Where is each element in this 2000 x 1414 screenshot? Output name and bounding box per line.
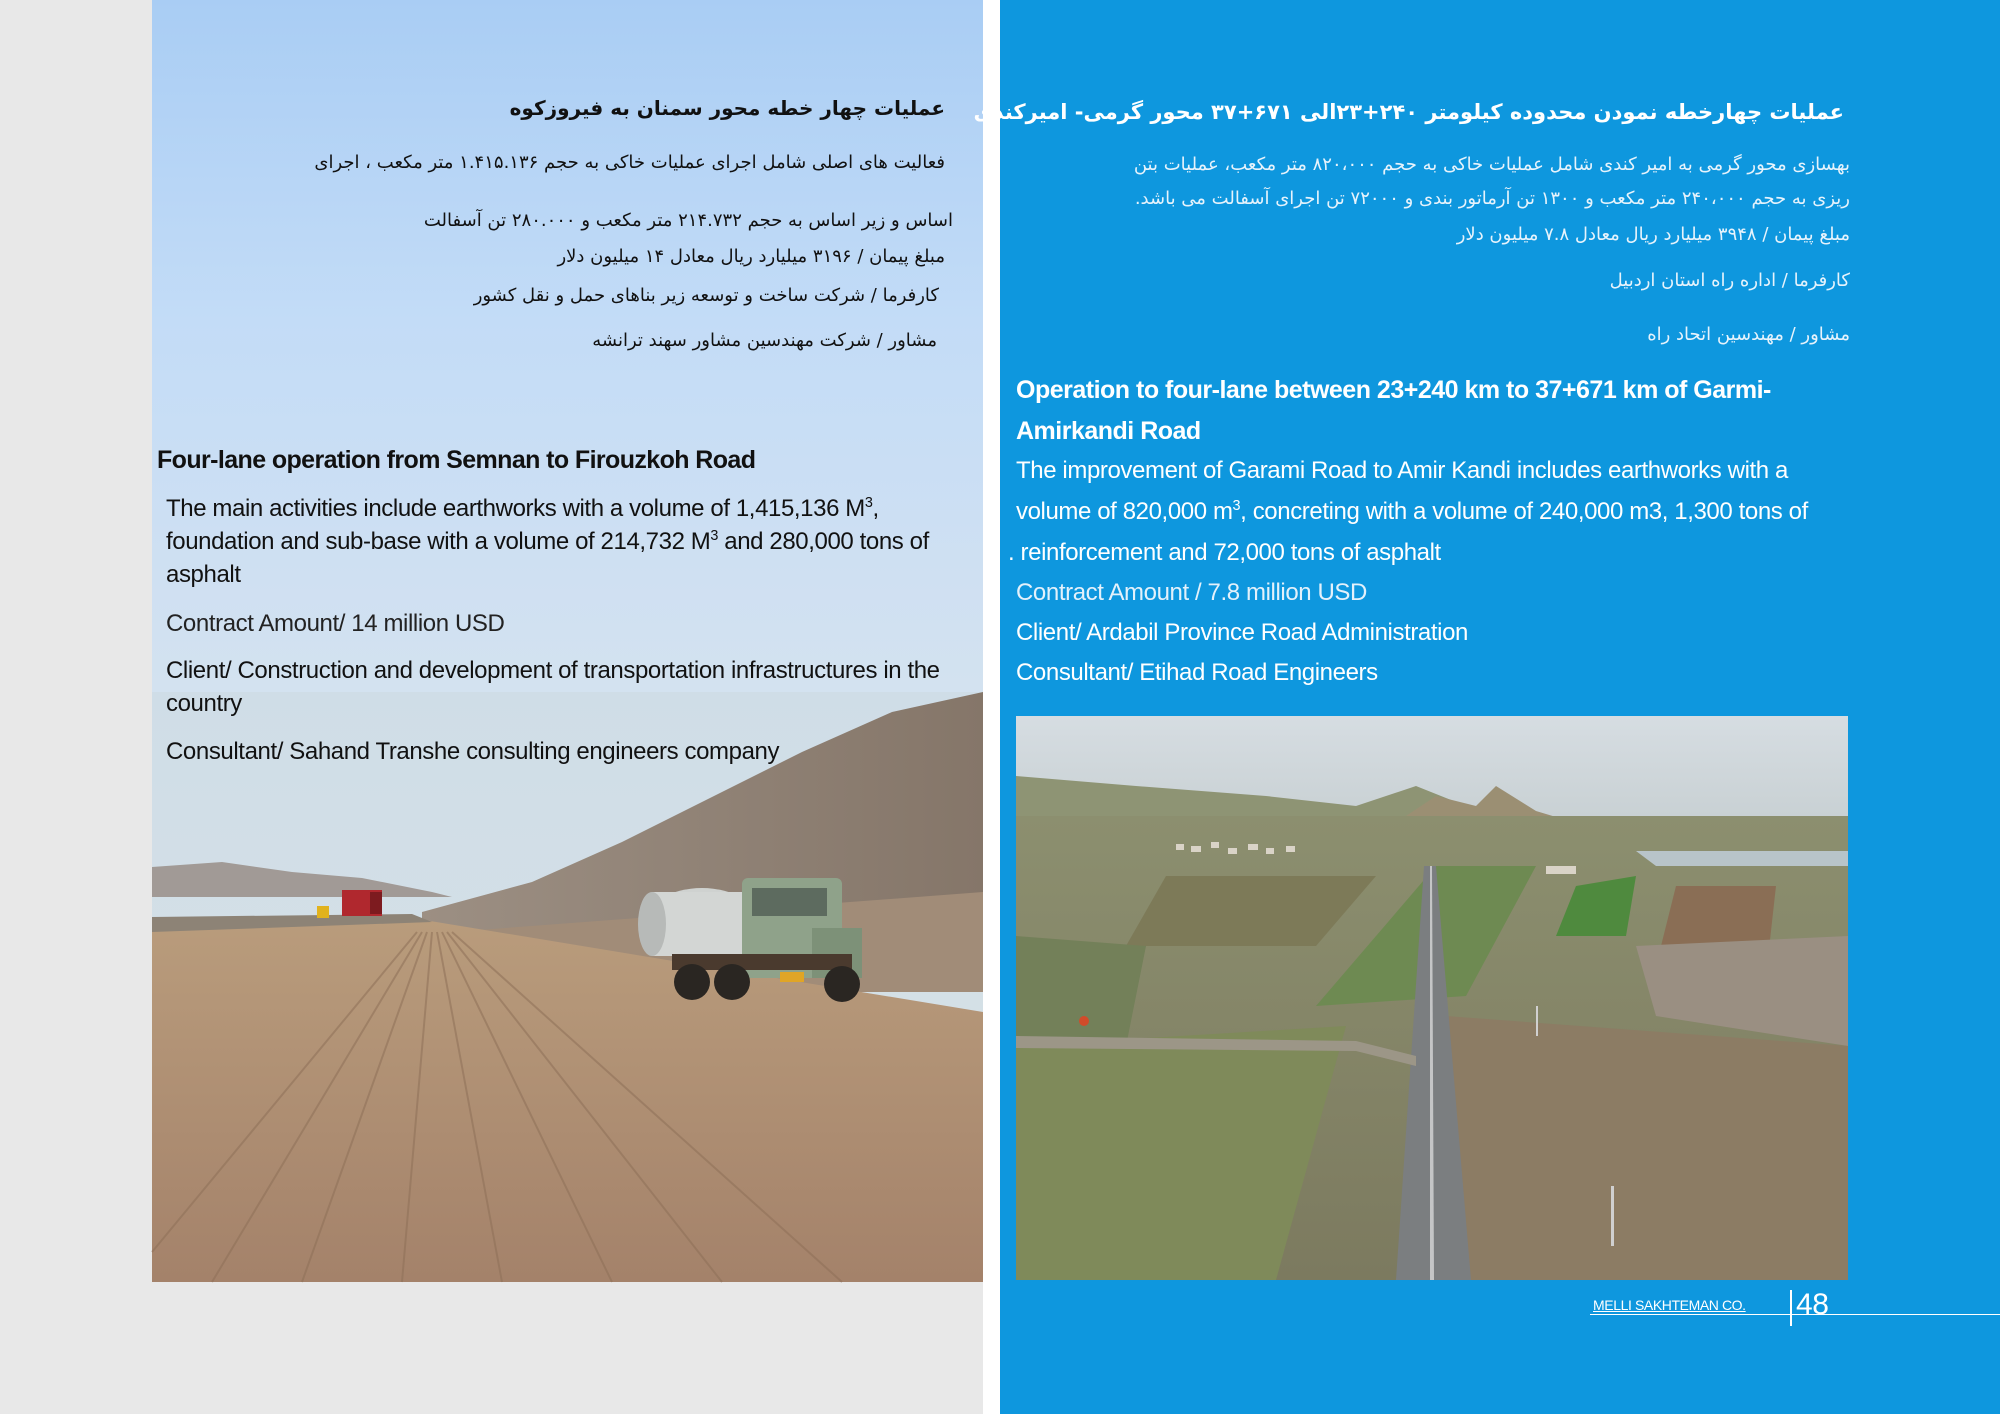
footer-company-name: MELLI SAKHTEMAN CO.: [1593, 1297, 1746, 1313]
right-fa-line-1: بهسازی محور گرمی به امیر کندی شامل عملیات خاکی به حجم ۸۲۰،۰۰۰ متر مکعب، عملیات بتن: [1133, 154, 1850, 175]
aerial-highway-photo: [1016, 716, 1848, 1280]
right-fa-line-2: ریزی به حجم ۲۴۰،۰۰۰ متر مکعب و ۱۳۰۰ تن آرماتور بندی و ۷۲۰۰۰ تن اجرای آسفالت می باشد.: [1134, 188, 1850, 209]
left-fa-line-1: فعالیت های اصلی شامل اجرای عملیات خاکی به حجم ۱.۴۱۵.۱۳۶ متر مکعب ، اجرای: [314, 152, 945, 173]
footer-rule: [1590, 1314, 2000, 1315]
right-page: [973, 0, 2000, 1414]
left-fa-title: عملیات چهار خطه محور سمنان به فیروزکوه: [509, 96, 945, 120]
right-fa-line-5: مشاور / مهندسین اتحاد راه: [1647, 324, 1850, 345]
right-en-title: Operation to four-lane between 23+240 km to 37+671 km of Garmi-Amirkandi Road: [1016, 376, 1771, 445]
right-fa-line-3: مبلغ پیمان / ۳۹۴۸ میلیارد ریال معادل ۷.۸ میلیون دلار: [1456, 224, 1850, 245]
left-fa-line-2: اساس و زیر اساس به حجم ۲۱۴.۷۳۲ متر مکعب و ۲۸۰.۰۰۰ تن آسفالت: [423, 210, 953, 231]
right-en-activities: The improvement of Garami Road to Amir Kandi includes earthworks with a volume of 820,000 $m^3$, concreting with a volume of 240,000 m3, 1,300 tons of . reinforcement and 72,000 tons of asphalt: [1008, 457, 1808, 566]
footer-separator: [1790, 1290, 1792, 1326]
left-en-activities: The main activities include earthworks with a volume of 1,415,136 $M^3$, foundation and sub-base with a volume of 214,732 $M^3$ and 280,000 tons of asphalt: [166, 495, 929, 588]
right-fa-title: عملیات چهارخطه نمودن محدوده کیلومتر ۲۴۰+۲۳الی ۶۷۱+۳۷ محور گرمی- امیرکندی: [973, 100, 1844, 124]
left-en-client: Client/ Construction and development of transportation infrastructures in the country: [166, 657, 940, 717]
page-gutter: [983, 0, 1000, 1414]
right-en-client: Client/ Ardabil Province Road Administration: [1016, 619, 1468, 646]
right-fa-line-4: کارفرما / اداره راه استان اردبیل: [1609, 270, 1850, 291]
left-en-contract-amount: Contract Amount/ 14 million USD: [166, 610, 505, 637]
left-en-title: Four-lane operation from Semnan to Firouzkoh Road: [157, 446, 756, 474]
page-number: 48: [1796, 1288, 1829, 1321]
right-en-consultant: Consultant/ Etihad Road Engineers: [1016, 659, 1378, 686]
left-en-consultant: Consultant/ Sahand Transhe consulting engineers company: [166, 738, 780, 765]
left-page: [152, 0, 983, 1282]
left-fa-line-4: کارفرما / شرکت ساخت و توسعه زیر بناهای حمل و نقل کشور: [473, 285, 939, 306]
road-construction-photo: [152, 692, 983, 1282]
right-en-contract-amount: Contract Amount / 7.8 million USD: [1016, 579, 1367, 606]
left-fa-line-5: مشاور / شرکت مهندسین مشاور سهند ترانشه: [592, 330, 937, 351]
left-fa-line-3: مبلغ پیمان / ۳۱۹۶ میلیارد ریال معادل ۱۴ میلیون دلار: [557, 246, 945, 267]
